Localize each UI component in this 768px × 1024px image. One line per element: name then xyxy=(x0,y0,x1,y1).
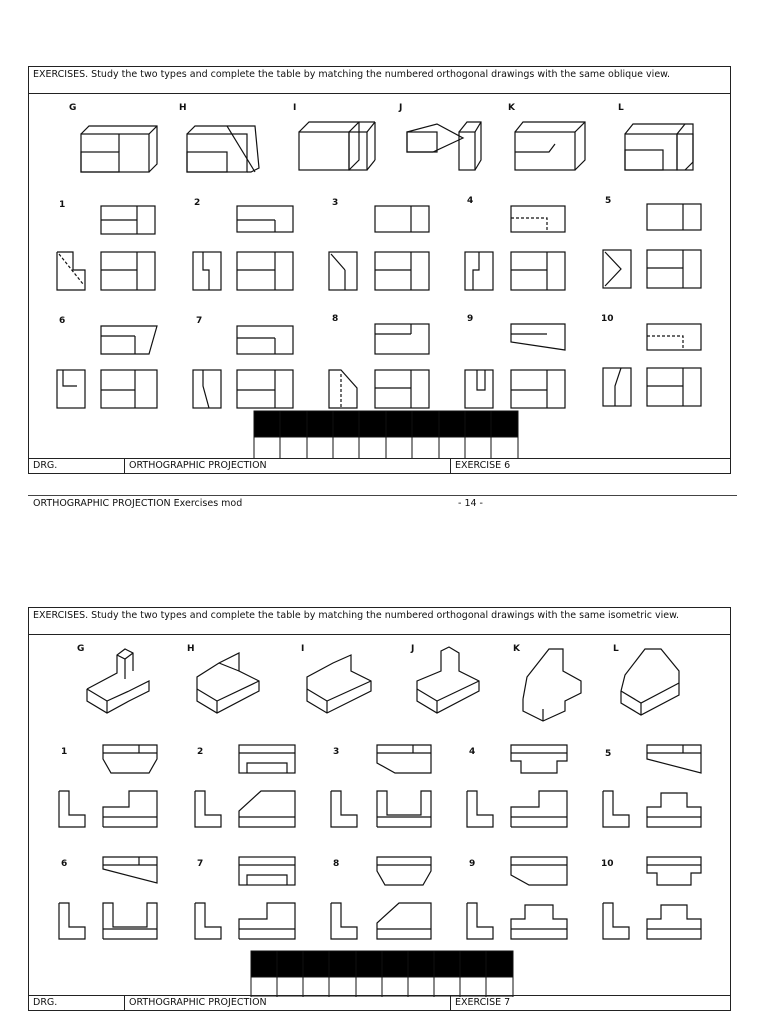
top-view-10 xyxy=(647,857,701,885)
label-10: 10 xyxy=(601,859,614,869)
exercise-7-instruction: EXERCISES. Study the two types and complete the table by matching the numbered orthogonal drawings with the same isometric view. xyxy=(29,608,730,635)
label-K: K xyxy=(508,103,515,113)
label-L: L xyxy=(613,644,619,654)
front-view-4 xyxy=(511,791,567,827)
label-H: H xyxy=(187,644,195,654)
top-view-2 xyxy=(237,206,293,232)
side-view-5 xyxy=(603,250,631,288)
side-view-9 xyxy=(465,370,493,408)
top-view-8 xyxy=(377,857,431,885)
front-view-1 xyxy=(101,252,155,290)
front-view-8 xyxy=(375,370,429,408)
label-8: 8 xyxy=(332,314,339,324)
label-7: 7 xyxy=(196,316,203,326)
front-view-9 xyxy=(511,370,565,408)
label-10: 10 xyxy=(601,314,614,324)
front-view-6 xyxy=(103,903,157,939)
exercise-7-panel xyxy=(28,607,731,1011)
side-view-7 xyxy=(195,903,221,939)
front-view-9 xyxy=(511,905,567,939)
label-J: J xyxy=(399,103,403,113)
label-9: 9 xyxy=(469,859,476,869)
label-G: G xyxy=(69,103,77,113)
label-3: 3 xyxy=(332,198,339,208)
oblique-view-J xyxy=(407,122,481,170)
front-view-7 xyxy=(239,903,295,939)
top-view-3 xyxy=(377,745,431,773)
front-view-2 xyxy=(237,252,293,290)
exercise-6-drawings xyxy=(29,94,730,459)
label-4: 4 xyxy=(469,747,476,757)
label-1: 1 xyxy=(61,747,68,757)
front-view-5 xyxy=(647,793,701,827)
isometric-view-I xyxy=(307,655,371,713)
isometric-view-K xyxy=(523,649,581,721)
top-view-10 xyxy=(647,324,701,350)
top-view-9 xyxy=(511,857,567,885)
side-view-8 xyxy=(331,903,357,939)
label-I: I xyxy=(301,644,305,654)
front-view-10 xyxy=(647,905,701,939)
label-5: 5 xyxy=(605,749,612,759)
exercise-6-instruction: EXERCISES. Study the two types and complete the table by matching the numbered orthogonal drawings with the same oblique view. xyxy=(29,67,730,94)
footer-subject: ORTHOGRAPHIC PROJECTION xyxy=(125,996,451,1010)
footer-drg: DRG. xyxy=(29,996,125,1010)
front-view-1 xyxy=(103,791,157,827)
front-view-10 xyxy=(647,368,701,406)
side-view-3 xyxy=(331,791,357,827)
isometric-view-J xyxy=(417,647,479,713)
side-view-6 xyxy=(57,370,85,408)
label-L: L xyxy=(618,103,624,113)
exercise-7-drawings xyxy=(29,635,730,997)
label-G: G xyxy=(77,644,85,654)
top-view-8 xyxy=(375,324,429,354)
side-view-3 xyxy=(329,252,357,290)
oblique-view-I xyxy=(299,122,375,170)
top-view-1 xyxy=(103,745,157,773)
top-view-7 xyxy=(237,326,293,354)
label-7: 7 xyxy=(197,859,204,869)
isometric-view-L xyxy=(621,649,679,715)
side-view-9 xyxy=(467,903,493,939)
footer-drg: DRG. xyxy=(29,459,125,473)
front-view-2 xyxy=(239,791,295,827)
front-view-3 xyxy=(375,252,429,290)
side-view-7 xyxy=(193,370,221,408)
oblique-view-K xyxy=(515,122,585,170)
isometric-view-G xyxy=(87,649,149,713)
side-view-2 xyxy=(195,791,221,827)
front-view-8 xyxy=(377,903,431,939)
side-view-8 xyxy=(329,370,357,408)
label-4: 4 xyxy=(467,196,474,206)
footer-exercise: EXERCISE 6 xyxy=(455,460,511,471)
answer-table xyxy=(254,411,518,459)
top-view-2 xyxy=(239,745,295,773)
label-J: J xyxy=(411,644,415,654)
top-view-6 xyxy=(101,326,157,354)
answer-table xyxy=(251,951,513,997)
top-view-4 xyxy=(511,206,565,232)
front-view-3 xyxy=(377,791,431,827)
top-view-5 xyxy=(647,745,701,773)
top-view-4 xyxy=(511,745,567,773)
side-view-1 xyxy=(59,791,85,827)
side-view-2 xyxy=(193,252,221,290)
top-view-1 xyxy=(101,206,155,234)
exercise-6-footer xyxy=(29,458,730,473)
label-9: 9 xyxy=(467,314,474,324)
side-view-6 xyxy=(59,903,85,939)
label-K: K xyxy=(513,644,520,654)
page-number: - 14 - xyxy=(458,498,483,509)
label-6: 6 xyxy=(59,316,66,326)
label-1: 1 xyxy=(59,200,66,210)
top-view-7 xyxy=(239,857,295,885)
exercise-7-footer xyxy=(29,995,730,1010)
isometric-view-H xyxy=(197,653,259,713)
top-view-3 xyxy=(375,206,429,232)
page-footer-title: ORTHOGRAPHIC PROJECTION Exercises mod xyxy=(33,498,243,509)
label-2: 2 xyxy=(197,747,204,757)
side-view-10 xyxy=(603,368,631,406)
front-view-7 xyxy=(237,370,293,408)
exercise-6-panel xyxy=(28,66,731,474)
side-view-5 xyxy=(603,791,629,827)
label-3: 3 xyxy=(333,747,340,757)
oblique-view-H xyxy=(187,126,259,172)
label-H: H xyxy=(179,103,187,113)
front-view-4 xyxy=(511,252,565,290)
front-view-6 xyxy=(101,370,157,408)
front-view-5 xyxy=(647,250,701,288)
side-view-4 xyxy=(467,791,493,827)
top-view-6 xyxy=(103,857,157,883)
footer-exercise: EXERCISE 7 xyxy=(455,997,511,1008)
side-view-10 xyxy=(603,903,629,939)
oblique-view-L xyxy=(625,124,693,170)
label-6: 6 xyxy=(61,859,68,869)
top-view-9 xyxy=(511,324,565,350)
label-I: I xyxy=(293,103,297,113)
top-view-5 xyxy=(647,204,701,230)
label-2: 2 xyxy=(194,198,201,208)
footer-subject: ORTHOGRAPHIC PROJECTION xyxy=(125,459,451,473)
page-divider xyxy=(28,495,737,496)
label-8: 8 xyxy=(333,859,340,869)
side-view-1 xyxy=(57,252,85,290)
label-5: 5 xyxy=(605,196,612,206)
oblique-view-G xyxy=(81,126,157,172)
side-view-4 xyxy=(465,252,493,290)
